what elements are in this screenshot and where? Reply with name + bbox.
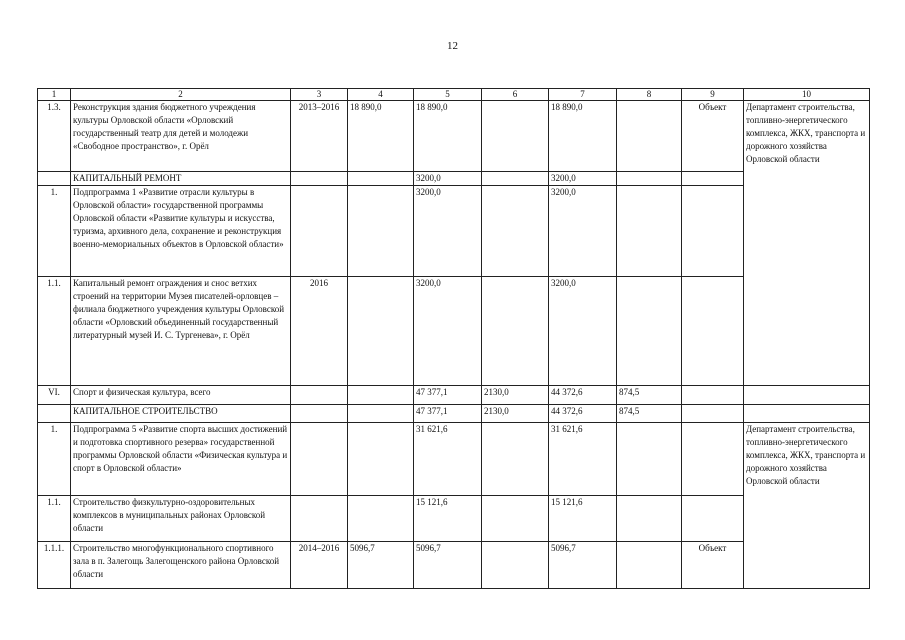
row-name: Капитальный ремонт ограждения и снос ветхих строений на территории Музея писателей-орловцев – филиала бюджетного учреждения культуры Орловской области «Орловский объединенный государственный литературный музей И. С. Тургенева», г. Орёл <box>71 277 291 386</box>
budget-table <box>37 88 870 589</box>
row-number: 1. <box>38 423 71 496</box>
header-cell: 1 <box>38 89 71 101</box>
row-value: 874,5 <box>617 405 682 423</box>
row-value: 3200,0 <box>414 186 482 277</box>
row-value: 47 377,1 <box>414 386 482 405</box>
row-value: 31 621,6 <box>414 423 482 496</box>
row-name: Реконструкция здания бюджетного учреждения культуры Орловской области «Орловский государственный театр для детей и молодежи «Свободное пространство», г. Орёл <box>71 101 291 172</box>
row-value: 18 890,0 <box>549 101 617 172</box>
row-number: VI. <box>38 386 71 405</box>
row-value: 3200,0 <box>414 277 482 386</box>
row-value: 31 621,6 <box>549 423 617 496</box>
row-type: Объект <box>682 101 744 172</box>
row-number: 1.3. <box>38 101 71 172</box>
row-value: 3200,0 <box>549 277 617 386</box>
department-cell: Департамент строительства, топливно-энергетического комплекса, ЖКХ, транспорта и дорожного хозяйства Орловской области <box>744 423 870 589</box>
header-row <box>38 89 870 101</box>
table-row <box>38 101 870 172</box>
row-value: 15 121,6 <box>414 496 482 542</box>
row-value: 44 372,6 <box>549 386 617 405</box>
row-number: 1.1.1. <box>38 542 71 589</box>
row-name: Спорт и физическая культура, всего <box>71 386 291 405</box>
row-value: 2130,0 <box>482 386 549 405</box>
row-years: 2014–2016 <box>291 542 348 589</box>
header-cell: 4 <box>348 89 414 101</box>
row-value: 15 121,6 <box>549 496 617 542</box>
row-name: Подпрограмма 1 «Развитие отрасли культуры в Орловской области» государственной программы Орловской области «Развитие культуры и искусства, туризма, архивного дела, сохранение и реконструкция военно-мемориальных объектов в Орловской области» <box>71 186 291 277</box>
table-row <box>38 405 870 423</box>
row-value: 18 890,0 <box>414 101 482 172</box>
header-cell: 10 <box>744 89 870 101</box>
row-number: 1.1. <box>38 496 71 542</box>
table-row <box>38 386 870 405</box>
row-value: 18 890,0 <box>348 101 414 172</box>
section-title: КАПИТАЛЬНОЕ СТРОИТЕЛЬСТВО <box>71 405 291 423</box>
row-value: 5096,7 <box>549 542 617 589</box>
row-value: 3200,0 <box>414 172 482 186</box>
header-cell: 3 <box>291 89 348 101</box>
row-value: 3200,0 <box>549 186 617 277</box>
row-number: 1.1. <box>38 277 71 386</box>
row-value: 47 377,1 <box>414 405 482 423</box>
row-value: 5096,7 <box>414 542 482 589</box>
row-years: 2016 <box>291 277 348 386</box>
row-value: 3200,0 <box>549 172 617 186</box>
row-name: Строительство физкультурно-оздоровительных комплексов в муниципальных районах Орловской области <box>71 496 291 542</box>
row-value: 5096,7 <box>348 542 414 589</box>
header-cell: 6 <box>482 89 549 101</box>
row-value: 2130,0 <box>482 405 549 423</box>
row-value: 44 372,6 <box>549 405 617 423</box>
header-cell: 9 <box>682 89 744 101</box>
page-number: 12 <box>447 40 458 52</box>
row-value: 874,5 <box>617 386 682 405</box>
row-value <box>482 101 549 172</box>
row-value <box>617 101 682 172</box>
row-number: 1. <box>38 186 71 277</box>
department-cell: Департамент строительства, топливно-энергетического комплекса, ЖКХ, транспорта и дорожного хозяйства Орловской области <box>744 101 870 386</box>
row-years: 2013–2016 <box>291 101 348 172</box>
header-cell: 7 <box>549 89 617 101</box>
row-name: Подпрограмма 5 «Развитие спорта высших достижений и подготовка спортивного резерва» государственной программы Орловской области «Физическая культура и спорт в Орловской области» <box>71 423 291 496</box>
header-cell: 8 <box>617 89 682 101</box>
row-type: Объект <box>682 542 744 589</box>
section-title: КАПИТАЛЬНЫЙ РЕМОНТ <box>71 172 291 186</box>
table-row <box>38 423 870 496</box>
row-name: Строительство многофункционального спортивного зала в п. Залегощь Залегощенского района Орловской области <box>71 542 291 589</box>
header-cell: 2 <box>71 89 291 101</box>
header-cell: 5 <box>414 89 482 101</box>
